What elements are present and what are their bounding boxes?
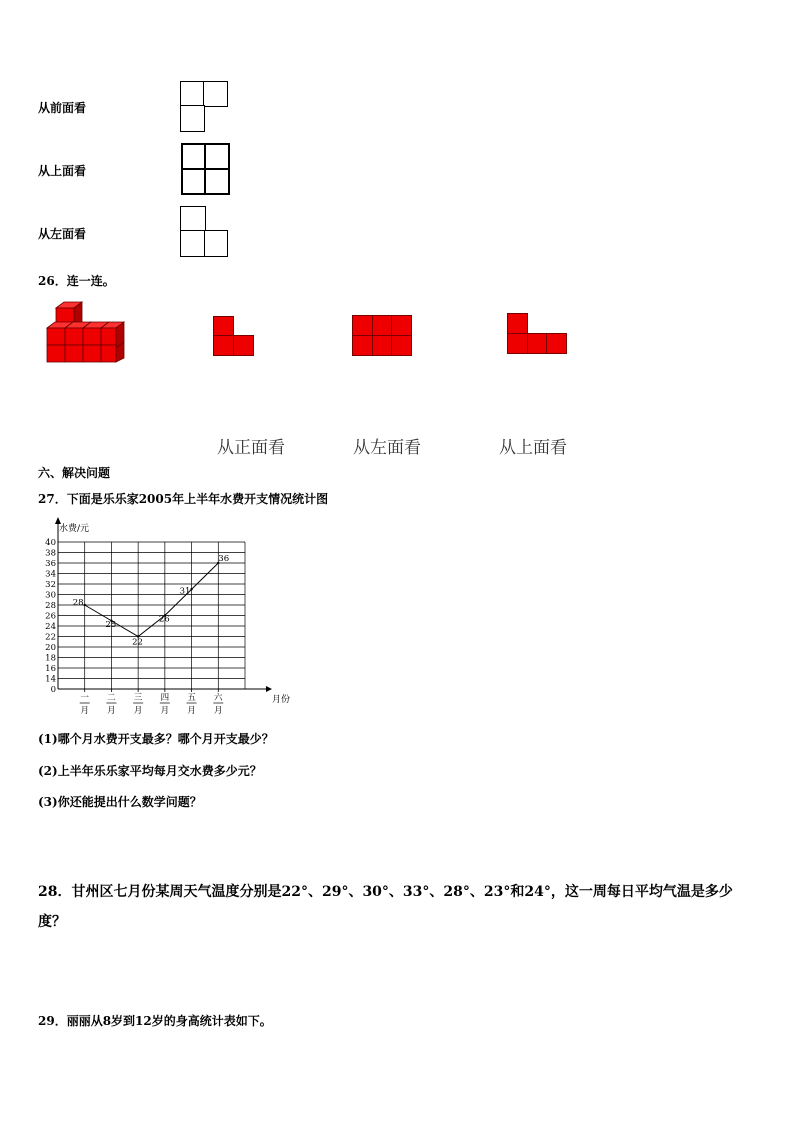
x-tick-label-bottom: 月 [133, 706, 143, 716]
y-tick-label: 14 [45, 674, 56, 685]
data-label: 25 [105, 619, 117, 630]
chart-xlabel: 月份 [272, 695, 291, 705]
y-tick-label: 16 [45, 664, 56, 674]
y-tick-label: 32 [45, 580, 56, 590]
y-tick-label: 22 [45, 632, 56, 643]
red-square [233, 335, 254, 356]
x-tick-label-top: 二 [107, 693, 116, 703]
y-tick-label: 34 [45, 569, 56, 580]
data-label: 31 [179, 586, 191, 597]
x-tick-label-top: 一 [80, 693, 89, 703]
y-tick-label: 40 [45, 538, 56, 548]
x-tick-label-bottom: 月 [187, 706, 196, 716]
x-tick-label-bottom: 月 [160, 706, 170, 716]
y-tick-label: 28 [45, 601, 56, 611]
label-left-view: 从左面看 [353, 438, 421, 458]
red-square [213, 316, 234, 336]
square [180, 81, 205, 107]
square [203, 81, 228, 107]
x-tick-label-top: 六 [214, 693, 223, 703]
chart-ylabel: 水费/元 [59, 524, 90, 534]
view-label-left: 从左面看 [38, 227, 87, 241]
square [181, 168, 206, 195]
red-square [372, 315, 392, 336]
x-axis-arrow [266, 686, 272, 692]
view-label-top: 从上面看 [38, 164, 87, 178]
view-label-front: 从前面看 [38, 101, 87, 115]
label-top-view: 从上面看 [499, 438, 567, 458]
red-square [352, 315, 373, 336]
red-square [507, 333, 528, 354]
red-square [352, 335, 373, 356]
q27-title: 27．下面是乐乐家2005年上半年水费开支情况统计图 [38, 492, 329, 506]
red-square [213, 335, 234, 356]
red-square [372, 335, 392, 356]
q27-sub3: (3)你还能提出什么数学问题？ [38, 795, 202, 809]
section6-title: 六、解决问题 [38, 466, 111, 480]
y-axis-arrow [55, 517, 61, 524]
x-tick-label-bottom: 月 [214, 706, 223, 716]
red-square [507, 313, 528, 334]
square [180, 206, 206, 232]
x-tick-label-top: 三 [133, 693, 143, 703]
chart-value-labels [73, 554, 229, 648]
cube-stack-3d [44, 300, 126, 364]
q26-title: 26．连一连。 [38, 274, 115, 288]
y-tick-label: 26 [45, 611, 56, 622]
x-tick-label-bottom: 月 [80, 706, 89, 716]
data-label: 36 [218, 554, 230, 564]
q27-sub1: (1)哪个月水费开支最多？哪个月开支最少？ [38, 732, 274, 746]
red-square [546, 333, 567, 354]
chart-axes [55, 517, 272, 692]
x-tick-label-bottom: 月 [107, 706, 116, 716]
label-front-view: 从正面看 [217, 438, 285, 458]
data-label: 26 [158, 614, 170, 625]
square [180, 230, 206, 257]
y-tick-label: 38 [45, 548, 56, 559]
square [180, 105, 205, 132]
square [204, 168, 230, 195]
red-square [391, 335, 412, 356]
y-tick-label: 20 [45, 643, 56, 653]
chart-yticks [45, 538, 56, 695]
chart-xticks [80, 689, 224, 716]
q29-text: 29．丽丽从8岁到12岁的身高统计表如下。 [38, 1014, 272, 1028]
square [204, 230, 228, 257]
data-label: 22 [132, 637, 143, 648]
y-tick-label: 24 [45, 622, 56, 632]
data-point [84, 604, 86, 606]
data-label: 28 [72, 598, 84, 608]
y-tick-label: 30 [45, 590, 56, 601]
red-square [527, 333, 547, 354]
y-tick-label: 0 [50, 685, 56, 695]
square [181, 143, 206, 170]
q28-text: 28．甘州区七月份某周天气温度分别是22°、29°、30°、33°、28°、23°和24°，这一周每日平均气温是多少度？ [38, 884, 733, 930]
x-tick-label-top: 五 [187, 693, 196, 703]
red-square [391, 315, 412, 336]
y-tick-label: 36 [45, 559, 56, 569]
q27-sub2: (2)上半年乐乐家平均每月交水费多少元？ [38, 764, 262, 778]
water-fee-line-chart [36, 512, 291, 717]
data-point [190, 588, 192, 590]
x-tick-label-top: 四 [160, 693, 170, 703]
square [204, 143, 230, 170]
y-tick-label: 18 [45, 653, 56, 664]
